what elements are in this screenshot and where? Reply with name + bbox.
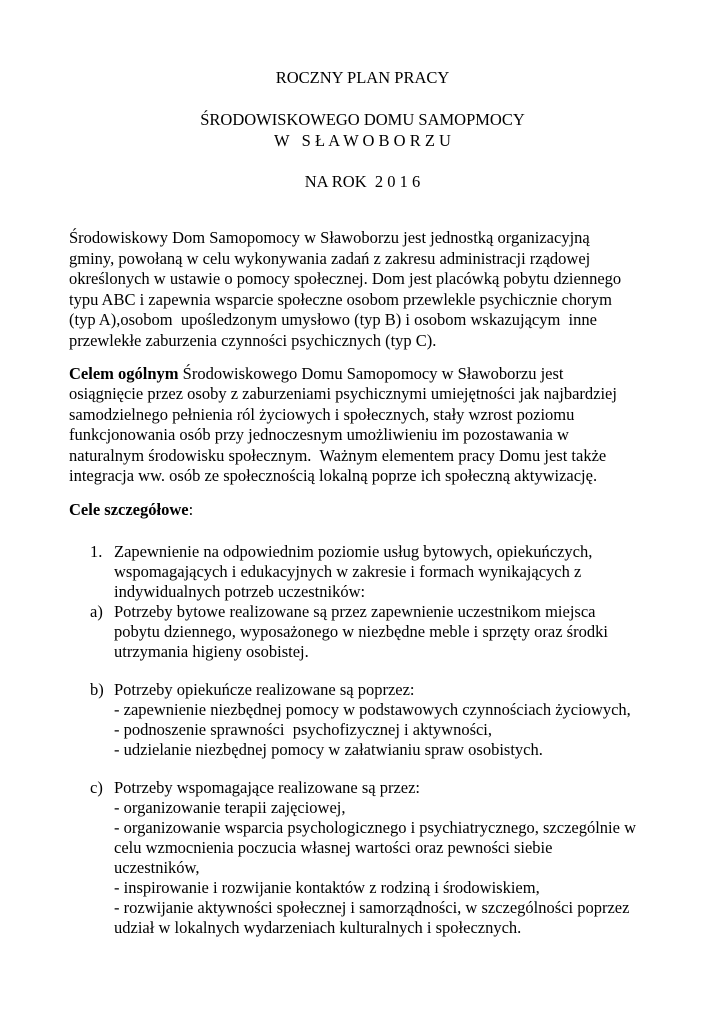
list-item-line: - podnoszenie sprawności psychofizycznej i aktywności, — [114, 720, 493, 739]
list-item-line: udział w lokalnych wydarzeniach kulturalnych i społecznych. — [114, 918, 522, 937]
goal-line: integracja ww. osób ze społecznością lokalną poprze ich społeczną aktywizację. — [69, 466, 598, 485]
goal-line: naturalnym środowisku społecznym. Ważnym elementem pracy Domu jest także — [69, 446, 607, 465]
list-item-line: wspomagających i edukacyjnych w zakresie i formach wynikających z — [114, 562, 582, 581]
goal-line: osiągnięcie przez osoby z zaburzeniami psychicznymi umiejętności jak najbardziej — [69, 384, 617, 403]
list-item-line: - zapewnienie niezbędnej pomocy w podstawowych czynnościach życiowych, — [114, 700, 631, 719]
intro-line: gminy, powołaną w celu wykonywania zadań z zakresu administracji rządowej — [69, 249, 591, 268]
specific-goals-label: Cele szczegółowe — [69, 500, 189, 519]
list-item-line: Potrzeby bytowe realizowane są przez zapewnienie uczestnikom miejsca — [114, 602, 596, 621]
specific-goals-heading — [69, 500, 193, 520]
plan-year: NA ROK 2 0 1 6 — [304, 172, 421, 191]
intro-line: przewlekłe zaburzenia czynności psychicznych (typ C). — [69, 331, 437, 350]
specific-goals-colon: : — [188, 500, 194, 519]
list-marker-1: 1. — [90, 542, 103, 561]
intro-line: określonych w ustawie o pomocy społecznej. Dom jest placówką pobytu dziennego — [69, 269, 622, 288]
list-marker-b: b) — [90, 680, 104, 699]
list-item-line: - organizowanie wsparcia psychologicznego i psychiatrycznego, szczególnie w — [114, 818, 636, 837]
intro-line: Środowiskowy Dom Samopomocy w Sławoborzu jest jednostką organizacyjną — [69, 228, 590, 247]
goal-label: Celem ogólnym — [69, 364, 179, 383]
list-item-line: uczestników, — [114, 858, 200, 877]
list-item-line: Zapewnienie na odpowiednim poziomie usług bytowych, opiekuńczych, — [114, 542, 593, 561]
intro-line: typu ABC i zapewnia wsparcie społeczne osobom przewlekle psychicznie chorym — [69, 290, 612, 309]
list-item-line: - udzielanie niezbędnej pomocy w załatwianiu spraw osobistych. — [114, 740, 543, 759]
list-item-line: pobytu dziennego, wyposażonego w niezbędne meble i sprzęty oraz środki — [114, 622, 608, 641]
org-name-line-1: ŚRODOWISKOWEGO DOMU SAMOPMOCY — [200, 110, 525, 129]
goal-first-line — [69, 364, 564, 384]
list-item-line: - inspirowanie i rozwijanie kontaktów z rodziną i środowiskiem, — [114, 878, 540, 897]
goal-line: samodzielnego pełnienia ról życiowych i społecznych, stały wzrost poziomu — [69, 405, 575, 424]
list-marker-a: a) — [90, 602, 103, 621]
list-marker-c: c) — [90, 778, 103, 797]
goal-first-rest: Środowiskowego Domu Samopomocy w Sławoborzu jest — [178, 364, 564, 383]
list-item-line: celu wzmocnienia poczucia własnej wartości oraz pewności siebie — [114, 838, 553, 857]
org-name-line-2: W S Ł A W O B O R Z U — [274, 131, 451, 150]
list-item-line: indywidualnych potrzeb uczestników: — [114, 582, 366, 601]
list-item-line: - organizowanie terapii zajęciowej, — [114, 798, 346, 817]
list-item-line: Potrzeby wspomagające realizowane są przez: — [114, 778, 421, 797]
list-item-line: utrzymania higieny osobistej. — [114, 642, 309, 661]
document-title: ROCZNY PLAN PRACY — [275, 68, 450, 87]
intro-line: (typ A),osobom upośledzonym umysłowo (typ B) i osobom wskazującym inne — [69, 310, 597, 329]
list-item-line: Potrzeby opiekuńcze realizowane są poprzez: — [114, 680, 415, 699]
list-item-line: - rozwijanie aktywności społecznej i samorządności, w szczególności poprzez — [114, 898, 630, 917]
goal-line: funkcjonowania osób przy jednoczesnym umożliwieniu im pozostawania w — [69, 425, 569, 444]
